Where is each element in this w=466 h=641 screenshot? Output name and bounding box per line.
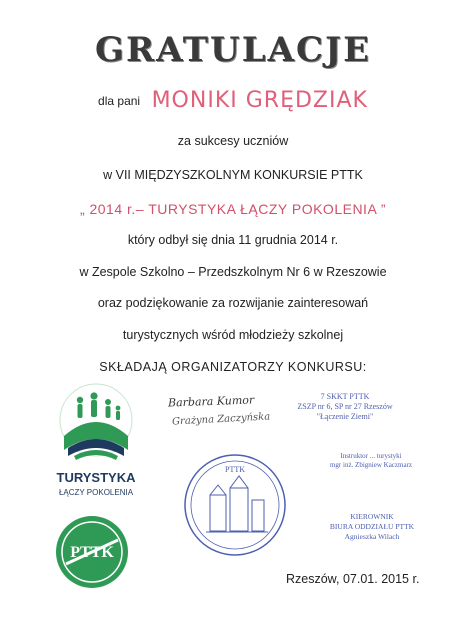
club-stamp [290, 392, 400, 422]
body-line-1: za sukcesy uczniów [177, 134, 289, 148]
club-stamp-line-1: 7 SKKT PTTK [320, 392, 370, 401]
head-stamp-line-2: BIURA ODDZIAŁU PTTK [329, 521, 415, 531]
instructor-stamp-line-2: mgr inż. Zbigniew Kaczmarz [329, 461, 413, 470]
body-line-4: który odbył się dnia 11 grudnia 2014 r. [127, 233, 339, 247]
recipient-name: MONIKI GRĘDZIAK [151, 88, 368, 113]
competition-name: „ 2014 r.– TURYSTYKA ŁĄCZY POKOLENIA ” [79, 201, 387, 217]
pttk-logo-text: PTTK [70, 544, 114, 561]
body-line-2: w VII MIĘDZYSZKOLNYM KONKURSIE PTTK [103, 168, 363, 182]
logo-subtitle: ŁĄCZY POKOLENIA [58, 488, 134, 497]
organizers-heading: SKŁADAJĄ ORGANIZATORZY KONKURSU: [99, 360, 367, 374]
instructor-stamp [316, 452, 426, 470]
recipient-row [0, 88, 466, 113]
club-stamp-line-3: "Łączenie Ziemi" [316, 412, 374, 421]
recipient-prefix: dla pani [98, 93, 141, 108]
head-stamp-line-1: KIEROWNIK [350, 512, 394, 521]
body-line-5: w Zespole Szkolno – Przedszkolnym Nr 6 w Rzeszowie [79, 265, 387, 279]
certificate-title: GRATULACJE [94, 30, 372, 70]
club-stamp-line-2: ZSZP nr 6, SP nr 27 Rzeszów [297, 402, 393, 411]
castle-icon [206, 476, 268, 532]
round-stamp [180, 450, 290, 560]
turystyka-logo [42, 378, 150, 508]
logo-title: TURYSTYKA [56, 470, 136, 485]
head-stamp [322, 512, 422, 541]
instructor-stamp-line-1: Instruktor ... turystyki [340, 452, 402, 460]
signature-1: Barbara Kumor [167, 393, 255, 410]
signature-2: Grażyna Zaczyńska [171, 411, 271, 428]
body-line-6: oraz podziękowanie za rozwijanie zainteresowań [97, 296, 369, 310]
issue-date: Rzeszów, 07.01. 2015 r. [286, 572, 420, 586]
pttk-logo [52, 512, 132, 592]
head-stamp-line-3: Agnieszka Wilach [344, 531, 400, 541]
body-line-7: turystycznych wśród młodzieży szkolnej [122, 328, 344, 342]
round-stamp-text: PTTK [225, 465, 245, 474]
